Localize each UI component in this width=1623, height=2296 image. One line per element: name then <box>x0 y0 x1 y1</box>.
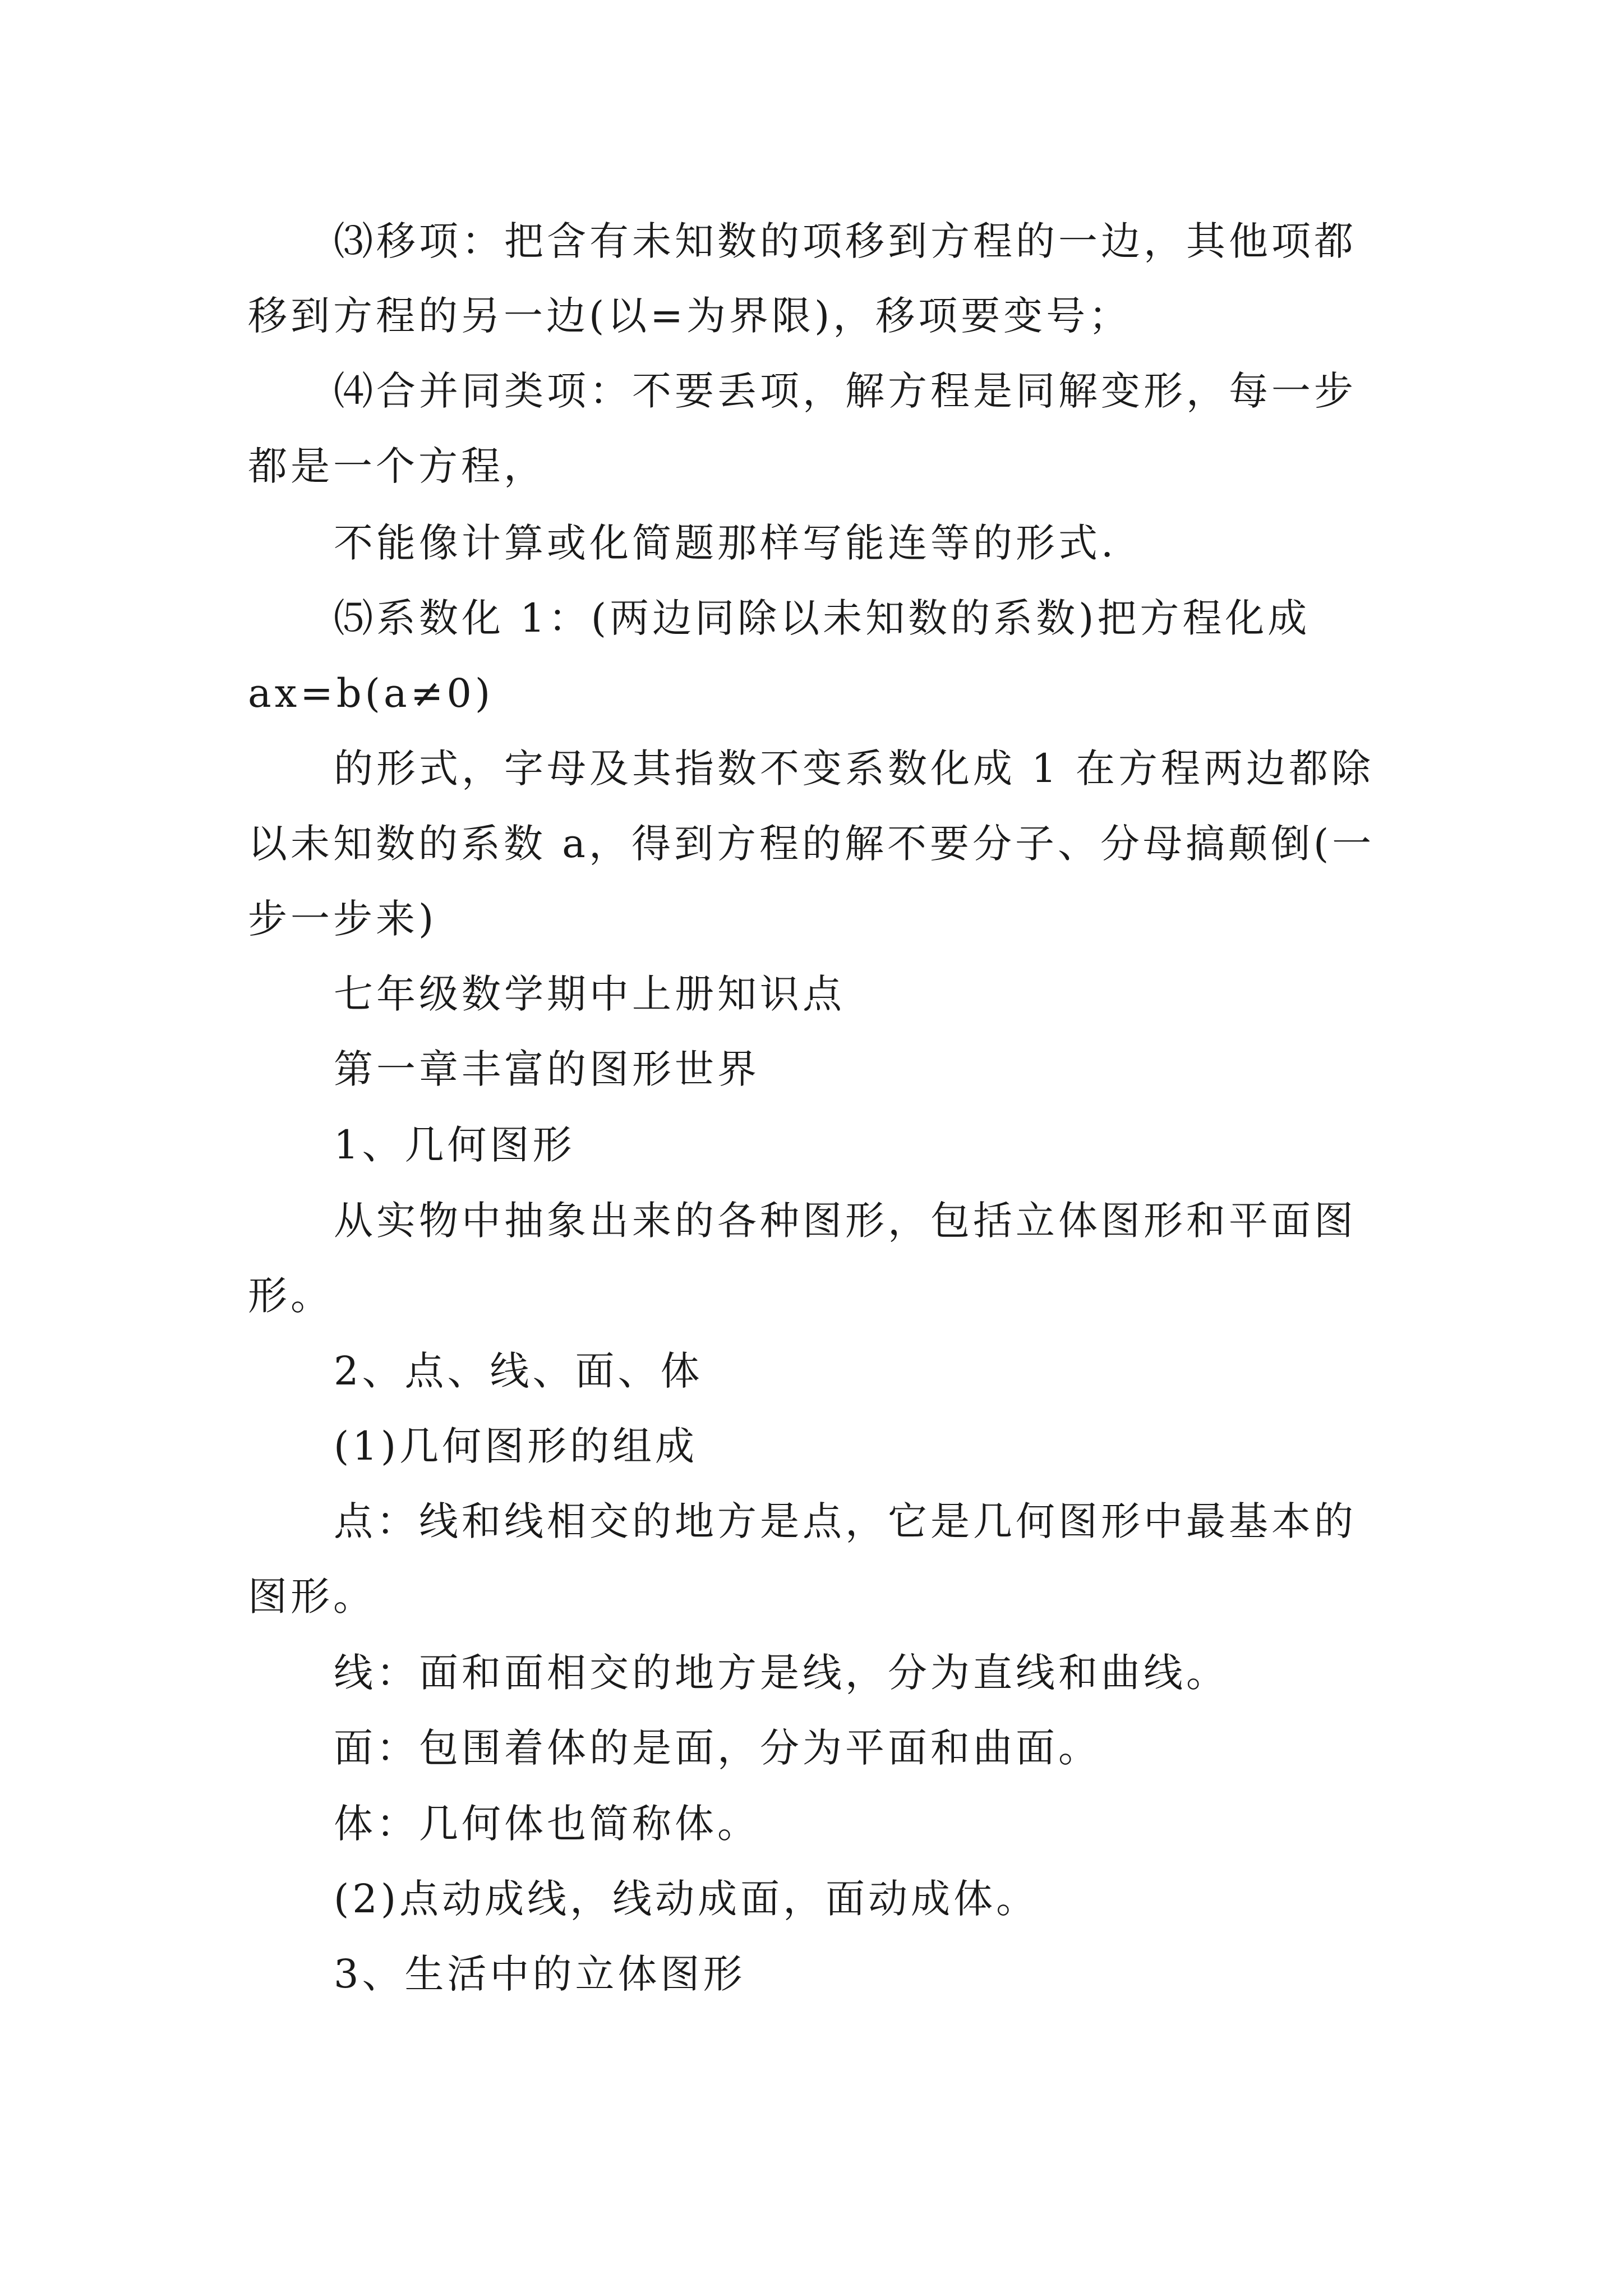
text-line: 都是一个方程， <box>248 443 546 489</box>
text-line: 线：面和面相交的地方是线，分为直线和曲线。 <box>334 1650 1229 1696</box>
text-line: 1、几何图形 <box>334 1122 575 1168</box>
text-line: 以未知数的系数 a，得到方程的解不要分子、分母搞颠倒(一 <box>248 821 1375 867</box>
text-line: 体：几何体也简称体。 <box>334 1801 760 1847</box>
text-line: 七年级数学期中上册知识点 <box>334 971 845 1017</box>
text-line: 第一章丰富的图形世界 <box>334 1046 760 1092</box>
text-line: 移到方程的另一边(以=为界限)，移项要变号； <box>248 293 1132 339</box>
text-line: ⑷合并同类项：不要丢项，解方程是同解变形，每一步 <box>334 368 1357 414</box>
text-line: (2)点动成线，线动成面，面动成体。 <box>334 1876 1039 1922</box>
text-line: 面：包围着体的是面，分为平面和曲面。 <box>334 1725 1101 1771</box>
text-line: 2、点、线、面、体 <box>334 1348 703 1394</box>
text-line: 点：线和线相交的地方是点，它是几何图形中最基本的 <box>334 1498 1357 1544</box>
text-line: 步一步来) <box>248 896 437 942</box>
text-line: ax=b(a≠0) <box>248 670 494 716</box>
text-line: ⑶移项：把含有未知数的项移到方程的一边，其他项都 <box>334 218 1357 264</box>
text-line: 从实物中抽象出来的各种图形，包括立体图形和平面图 <box>334 1198 1357 1244</box>
text-line: ⑸系数化 1：(两边同除以未知数的系数)把方程化成 <box>334 595 1311 641</box>
text-line: 不能像计算或化简题那样写能连等的形式. <box>334 520 1117 566</box>
text-line: 的形式，字母及其指数不变系数化成 1 在方程两边都除 <box>334 746 1375 792</box>
text-line: 3、生活中的立体图形 <box>334 1951 746 1997</box>
text-line: 形。 <box>248 1273 333 1319</box>
text-line: (1)几何图形的组成 <box>334 1423 698 1469</box>
text-line: 图形。 <box>248 1573 376 1619</box>
